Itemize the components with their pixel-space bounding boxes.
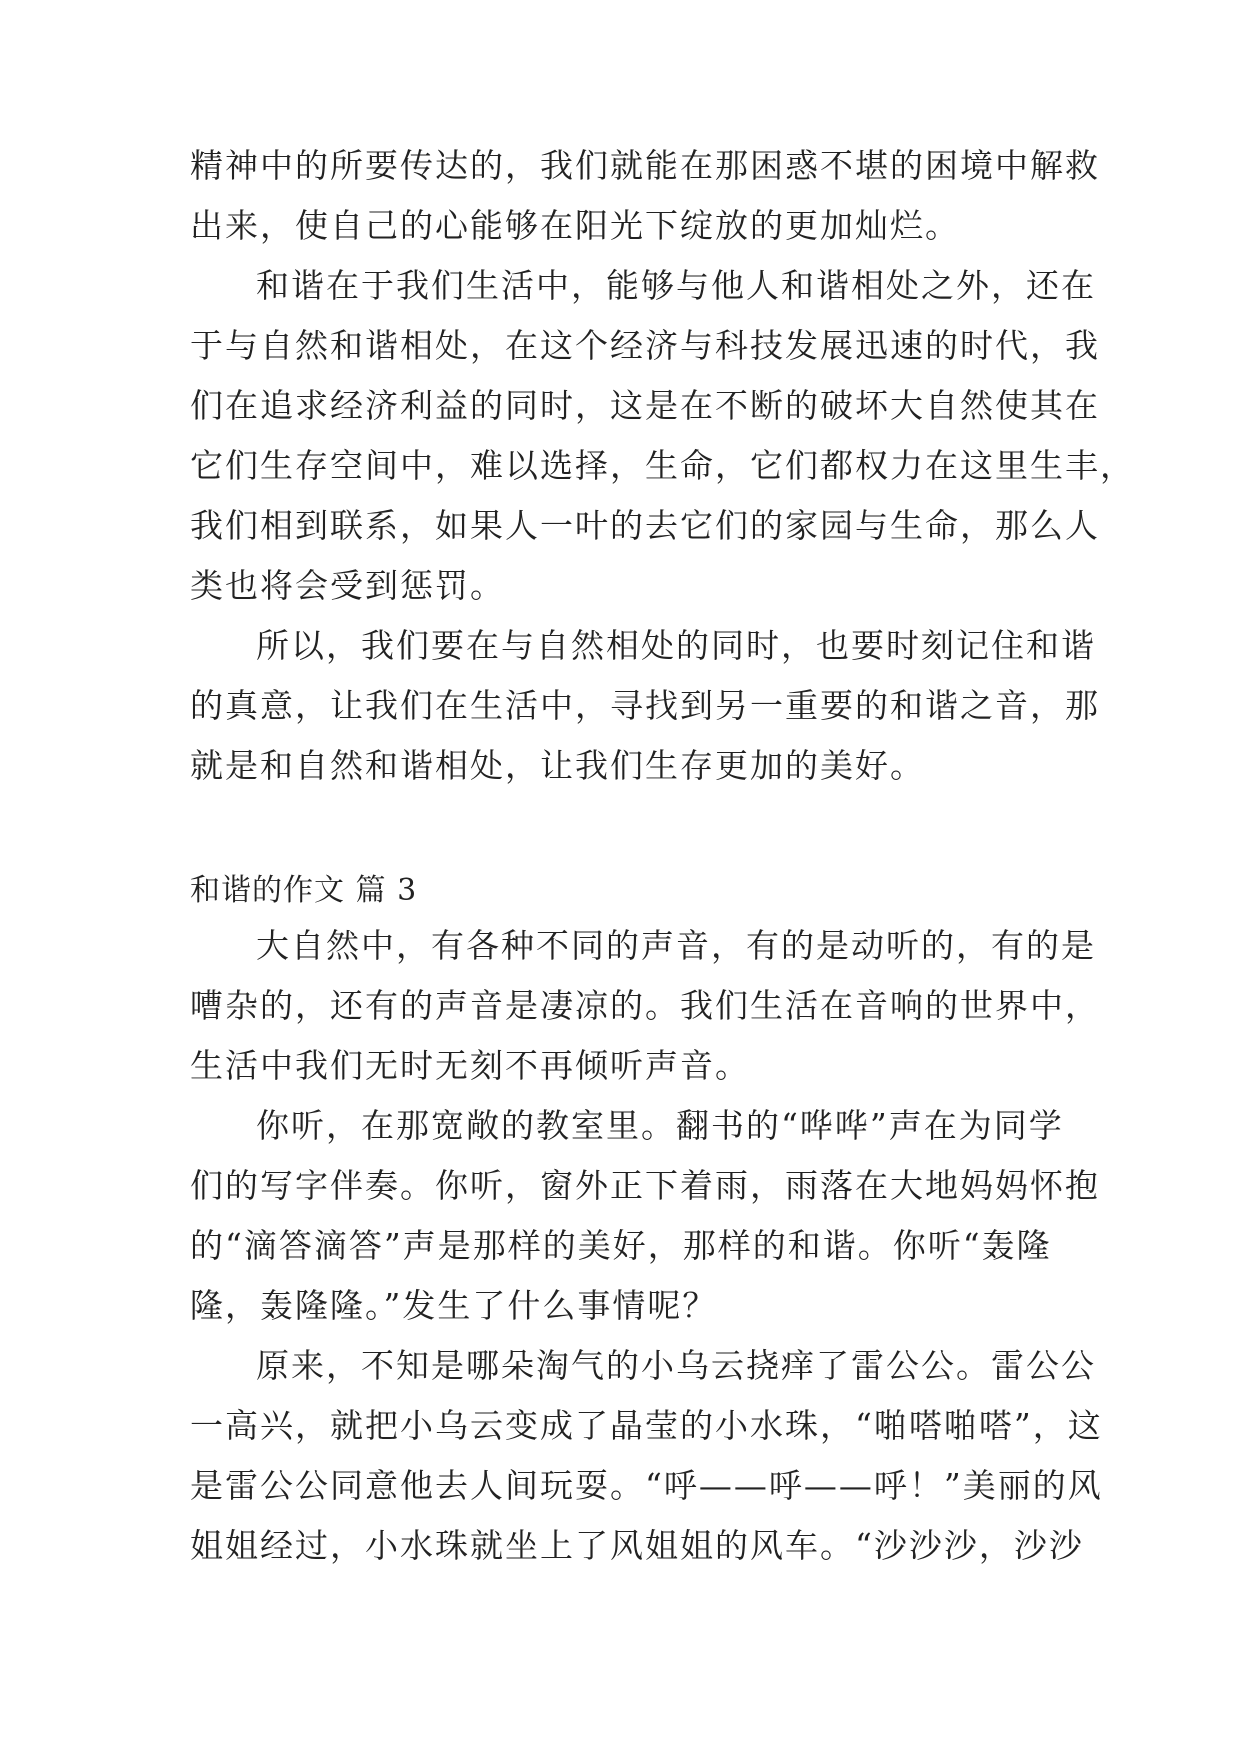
text-line: 和谐在于我们生活中，能够与他人和谐相处之外，还在 xyxy=(256,266,1096,305)
essay-body xyxy=(190,916,1103,1576)
text-line: 们在追求经济利益的同时，这是在不断的破坏大自然使其在 xyxy=(190,386,1100,425)
section-heading: 和谐的作文 篇 3 xyxy=(190,873,418,908)
text-line: 生活中我们无时无刻不再倾听声音。 xyxy=(190,1046,750,1085)
paragraph xyxy=(190,1336,1103,1576)
text-line: 姐姐经过，小水珠就坐上了风姐姐的风车。“沙沙沙，沙沙 xyxy=(190,1526,1084,1565)
paragraph xyxy=(190,616,1100,796)
text-line: 所以，我们要在与自然相处的同时，也要时刻记住和谐 xyxy=(256,626,1096,665)
section-continued-text xyxy=(190,136,1135,796)
text-line: 隆，轰隆隆。”发生了什么事情呢？ xyxy=(190,1286,718,1325)
text-line: 类也将会受到惩罚。 xyxy=(190,566,505,605)
text-line: 精神中的所要传达的，我们就能在那困惑不堪的困境中解救 xyxy=(190,146,1100,185)
text-line: 是雷公公同意他去人间玩耍。“呼——呼——呼！”美丽的风 xyxy=(190,1466,1103,1505)
paragraph xyxy=(190,136,1100,256)
text-line: 就是和自然和谐相处，让我们生存更加的美好。 xyxy=(190,746,925,785)
text-line: 它们生存空间中，难以选择，生命，它们都权力在这里生丰， xyxy=(190,446,1135,485)
text-line: 的真意，让我们在生活中，寻找到另一重要的和谐之音，那 xyxy=(190,686,1100,725)
text-line: 于与自然和谐相处，在这个经济与科技发展迅速的时代，我 xyxy=(190,326,1100,365)
text-line: 嘈杂的，还有的声音是凄凉的。我们生活在音响的世界中， xyxy=(190,986,1100,1025)
paragraph xyxy=(190,1096,1100,1336)
text-line: 原来，不知是哪朵淘气的小乌云挠痒了雷公公。雷公公 xyxy=(256,1346,1096,1385)
text-line: 的“滴答滴答”声是那样的美好，那样的和谐。你听“轰隆 xyxy=(190,1226,1052,1265)
text-line: 你听，在那宽敞的教室里。翻书的“哗哗”声在为同学 xyxy=(256,1106,1064,1145)
text-line: 一高兴，就把小乌云变成了晶莹的小水珠，“啪嗒啪嗒”，这 xyxy=(190,1406,1103,1445)
text-line: 出来，使自己的心能够在阳光下绽放的更加灿烂。 xyxy=(190,206,960,245)
text-line: 们的写字伴奏。你听，窗外正下着雨，雨落在大地妈妈怀抱 xyxy=(190,1166,1100,1205)
text-line: 大自然中，有各种不同的声音，有的是动听的，有的是 xyxy=(256,926,1096,965)
paragraph xyxy=(190,916,1100,1096)
essay-section xyxy=(190,866,1070,916)
paragraph xyxy=(190,256,1135,616)
text-line: 我们相到联系，如果人一叶的去它们的家园与生命，那么人 xyxy=(190,506,1100,545)
